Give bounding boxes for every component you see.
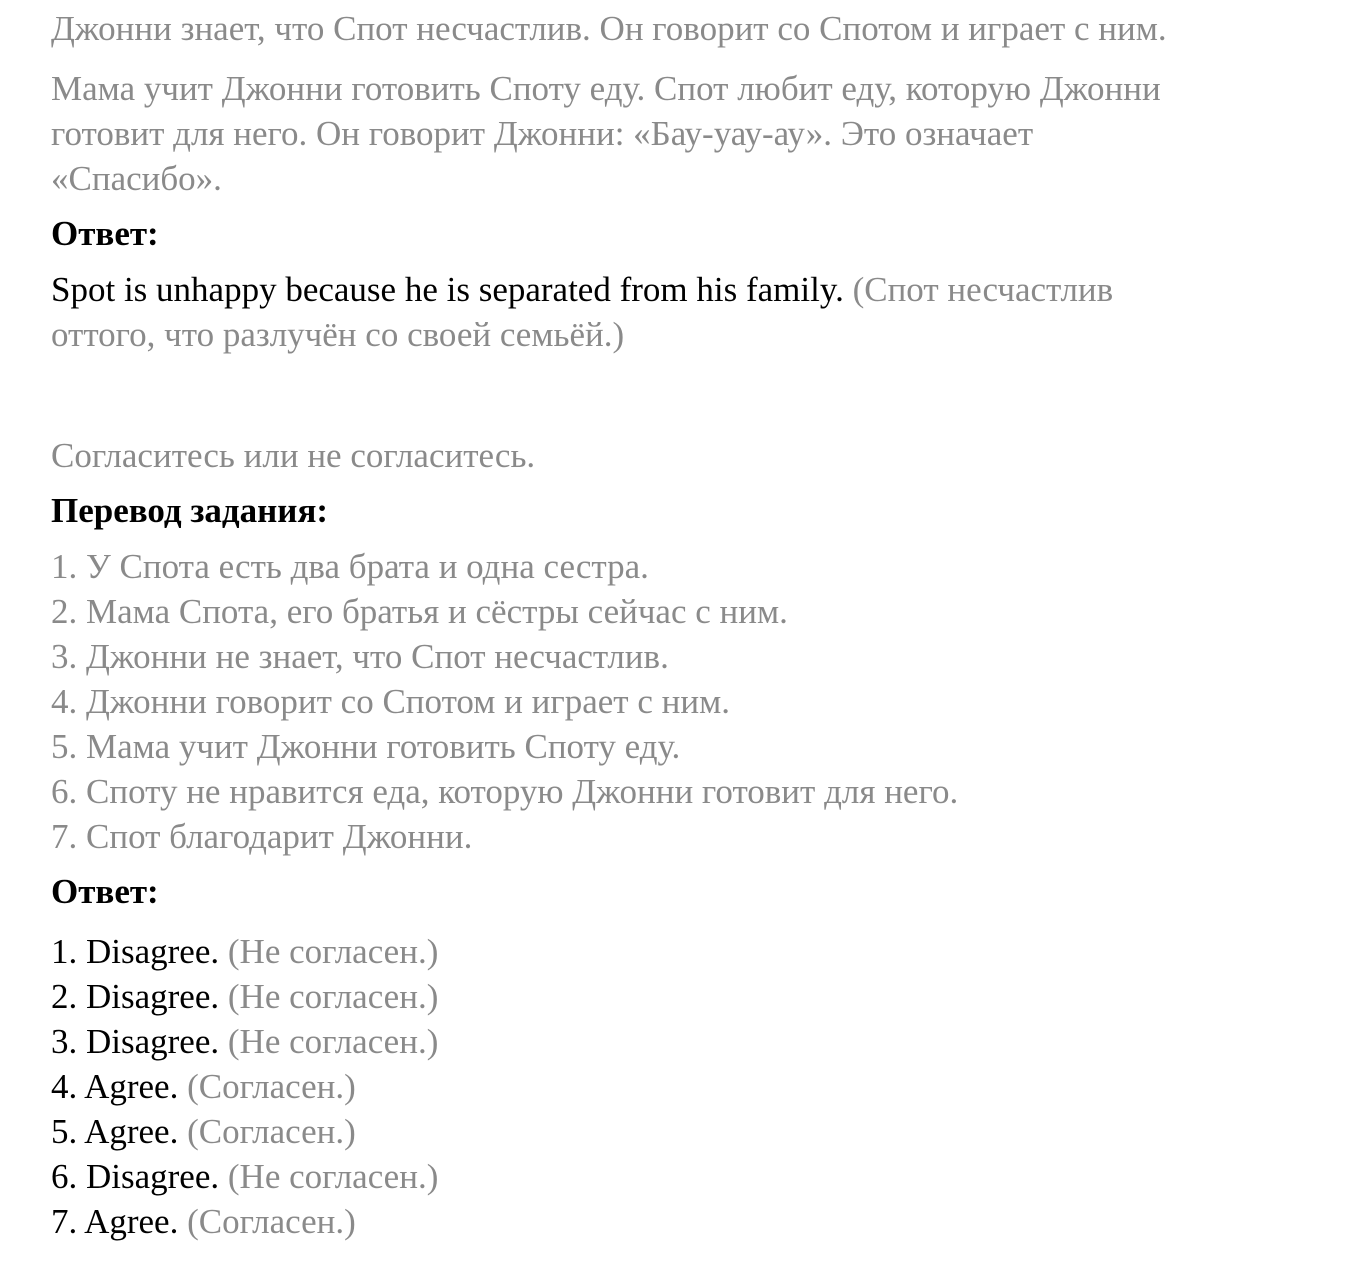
answer-translation: (Не согласен.) — [219, 977, 439, 1016]
paragraph-mom-teaches — [51, 66, 1341, 201]
answer-item — [51, 929, 1341, 974]
task-instruction: Согласитесь или не согласитесь. — [51, 436, 536, 475]
statement-item: 2. Мама Спота, его братья и сёстры сейчас с ним. — [51, 592, 788, 631]
answer-translation: (Спот несчастлив — [843, 270, 1114, 309]
answer-translation: (Согласен.) — [178, 1067, 356, 1106]
paragraph-johnny-knows: Джонни знает, что Спот несчастлив. Он говорит со Спотом и играет с ним. — [51, 9, 1167, 48]
statement-item: 6. Споту не нравится еда, которую Джонни готовит для него. — [51, 772, 959, 811]
paragraph-line: Мама учит Джонни готовить Споту еду. Спот любит еду, которую Джонни — [51, 69, 1161, 108]
statement-item: 7. Спот благодарит Джонни. — [51, 817, 473, 856]
answer-english: 6. Disagree. — [51, 1157, 220, 1196]
paragraph-line: готовит для него. Он говорит Джонни: «Бау-уау-ау». Это означает — [51, 114, 1034, 153]
answer-item — [51, 1064, 1341, 1109]
answer-heading: Ответ: — [51, 214, 159, 253]
answer-english: 1. Disagree. — [51, 932, 220, 971]
statement-item: 1. У Спота есть два брата и одна сестра. — [51, 547, 649, 586]
answer-english: 2. Disagree. — [51, 977, 220, 1016]
translation-heading: Перевод задания: — [51, 491, 329, 530]
statement-item: 5. Мама учит Джонни готовить Споту еду. — [51, 727, 681, 766]
answer-item — [51, 1109, 1341, 1154]
answer-translation: (Не согласен.) — [219, 932, 439, 971]
document-page — [51, 6, 1341, 1244]
answer-list — [51, 929, 1341, 1244]
answer-item — [51, 974, 1341, 1019]
paragraph-line: «Спасибо». — [51, 159, 222, 198]
answer-item — [51, 1154, 1341, 1199]
answer-translation: оттого, что разлучён со своей семьёй.) — [51, 315, 625, 354]
answer-translation: (Не согласен.) — [219, 1022, 439, 1061]
answer-heading: Ответ: — [51, 872, 159, 911]
answer-english: 3. Disagree. — [51, 1022, 220, 1061]
answer-english: 7. Agree. — [51, 1202, 179, 1241]
answer-english: Spot is unhappy because he is separated from his family. — [51, 270, 844, 309]
statement-item: 4. Джонни говорит со Спотом и играет с ним. — [51, 682, 730, 721]
statement-item: 3. Джонни не знает, что Спот несчастлив. — [51, 637, 669, 676]
answer-english: 5. Agree. — [51, 1112, 179, 1151]
answer-translation: (Согласен.) — [178, 1112, 356, 1151]
statement-list — [51, 544, 1341, 859]
answer-translation: (Не согласен.) — [219, 1157, 439, 1196]
answer-item — [51, 1019, 1341, 1064]
answer-why-unhappy — [51, 267, 1341, 357]
answer-item — [51, 1199, 1341, 1244]
answer-translation: (Согласен.) — [178, 1202, 356, 1241]
answer-english: 4. Agree. — [51, 1067, 179, 1106]
